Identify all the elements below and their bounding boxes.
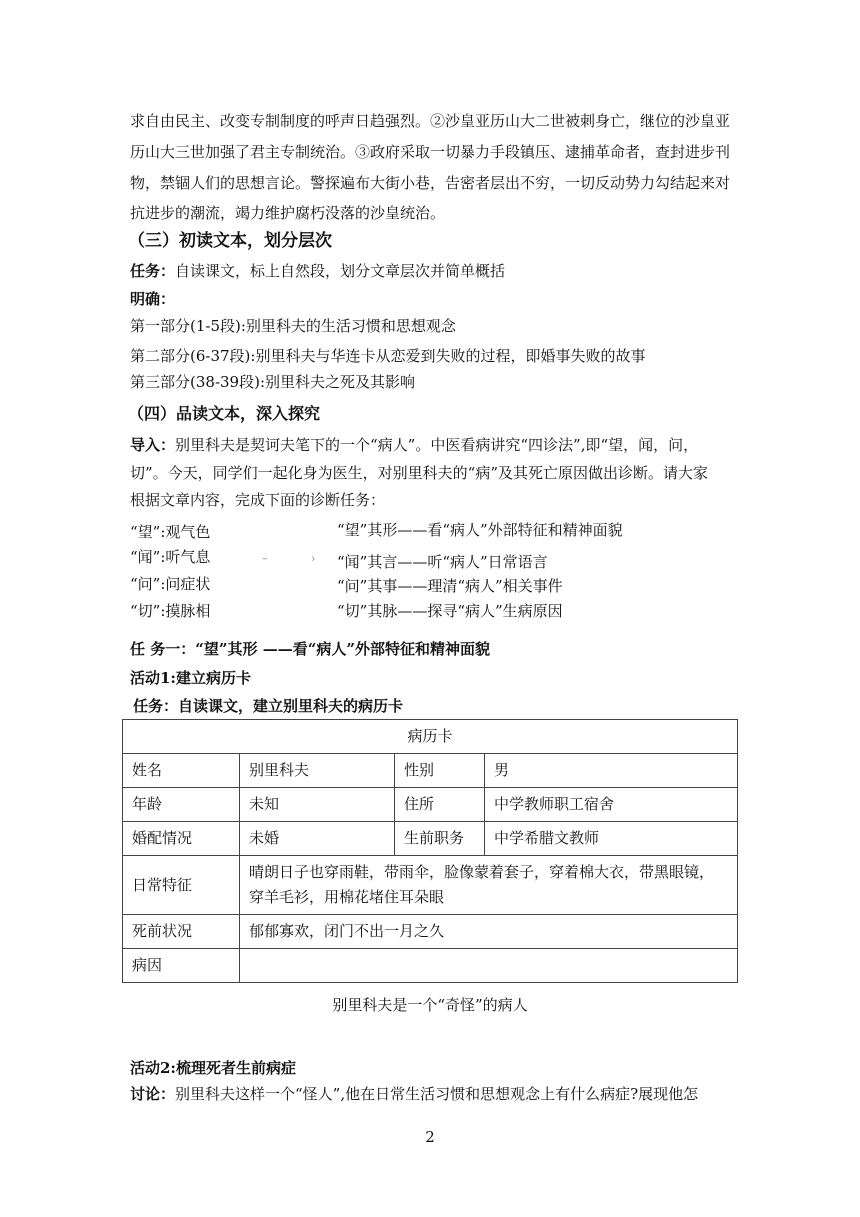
traits-value: 晴朗日子也穿雨鞋，带雨伞，脸像蒙着套子，穿着棉大衣，带黑眼镜，穿羊毛衫，用棉花堵住耳朵眼 [240,856,738,915]
intro-line-2: 历山大三世加强了君主专制统治。③政府采取一切暴力手段镇压、逮捕革命者，查封进步刊 [130,143,731,161]
arrow-icon: – › [262,552,336,565]
before-death-label: 死前状况 [123,915,240,949]
table-row [123,754,738,788]
cause-value [240,949,738,983]
section4-intro-2: 切”。今天，同学们一起化身为医生，对别里科夫的“病”及其死亡原因做出诊断。请大家 [130,464,709,482]
task1-heading-a: 任 务一：“望”其形 —— [130,640,293,658]
cause-label: 病因 [123,949,240,983]
residence-value: 中学教师职工宿舍 [485,788,738,822]
name-value: 别里科夫 [240,754,395,788]
task1-heading [130,636,740,662]
diagnosis-right-4: “切”其脉——探寻“病人”生病原因 [337,602,563,620]
gender-label: 性别 [395,754,485,788]
discuss-text: 别里科夫这样一个“怪人”,他在日常生活习惯和思想观念上有什么病症?展现他怎 [175,1085,699,1103]
diagnosis-left-2: “闻”:听气息 [130,548,211,566]
diagnosis-left-3: “问”:问症状 [130,575,211,593]
intro-line-4: 抗进步的潮流，竭力维护腐朽没落的沙皇统治。 [130,204,446,222]
diagnosis-left-4: “切”:摸脉相 [130,602,211,620]
section3-task [130,258,740,284]
intro-text: 别里科夫是契诃夫笔下的一个“病人”。中医看病讲究“四诊法”,即“望，闻，问， [175,436,699,454]
intro-label: 导入： [130,436,176,454]
table-row [123,915,738,949]
card-title: 病历卡 [123,720,738,754]
activity1-heading: 活动1:建立病历卡 [130,669,251,687]
section4-intro-3: 根据文章内容，完成下面的诊断任务： [130,491,386,509]
activity1-task: 任务：自读课文，建立别里科夫的病历卡 [133,697,404,715]
caption: 别里科夫是一个“奇怪”的病人 [332,996,528,1014]
page-number: 2 [425,1128,435,1146]
diagnosis-right-1: “望”其形——看“病人”外部特征和精神面貌 [337,521,623,539]
table-row [123,822,738,856]
age-value: 未知 [240,788,395,822]
discuss-label: 讨论： [130,1085,176,1103]
gender-value: 男 [485,754,738,788]
clarify-label: 明确： [130,290,176,308]
discuss-line [130,1081,740,1107]
table-row [123,720,738,754]
job-value: 中学希腊文教师 [485,822,738,856]
intro-line-1: 求自由民主、改变专制制度的呼声日趋强烈。②沙皇亚历山大二世被刺身亡，继位的沙皇亚 [130,112,731,130]
marital-label: 婚配情况 [123,822,240,856]
task-text: 自读课文，标上自然段，划分文章层次并简单概括 [175,262,506,280]
section3-heading: （三）初读文本，划分层次 [128,231,332,251]
activity2-heading: 活动2:梳理死者生前病症 [130,1059,296,1077]
traits-label: 日常特征 [123,856,240,915]
diagnosis-right-3: “问”其事——理清“病人”相关事件 [337,577,563,595]
part-3: 第三部分(38-39段):别里科夫之死及其影响 [130,373,416,391]
part-2: 第二部分(6-37段):别里科夫与华连卡从恋爱到失败的过程，即婚事失败的故事 [130,347,646,365]
part-1: 第一部分(1-5段):别里科夫的生活习惯和思想观念 [130,317,456,335]
name-label: 姓名 [123,754,240,788]
intro-line-3: 物，禁锢人们的思想言论。警探遍布大街小巷，告密者层出不穷，一切反动势力勾结起来对 [130,174,731,192]
before-death-value: 郁郁寡欢，闭门不出一月之久 [240,915,738,949]
table-row [123,949,738,983]
age-label: 年龄 [123,788,240,822]
section4-intro-1 [130,432,740,458]
medical-record-table [122,719,738,983]
section4-heading: （四）品读文本，深入探究 [128,404,321,423]
residence-label: 住所 [395,788,485,822]
table-row [123,856,738,915]
marital-value: 未婚 [240,822,395,856]
task1-heading-b: 看“病人”外部特征和精神面貌 [292,640,490,658]
diagnosis-left-1: “望”:观气色 [130,523,211,541]
task-label: 任务： [130,262,176,280]
table-row [123,788,738,822]
job-label: 生前职务 [395,822,485,856]
diagnosis-right-2: “闻”其言——听“病人”日常语言 [337,553,548,571]
